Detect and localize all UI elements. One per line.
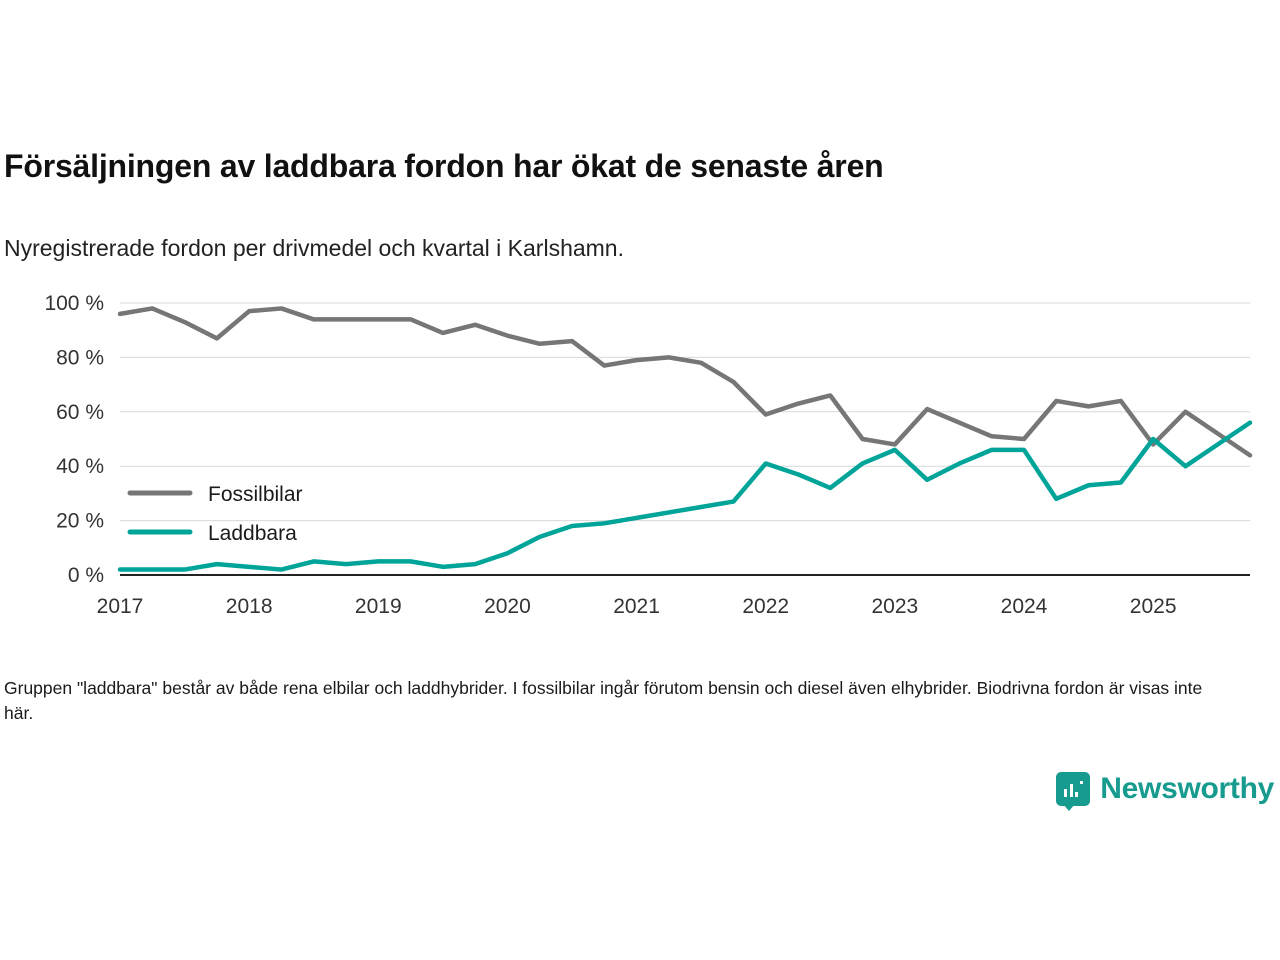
- page-title: Försäljningen av laddbara fordon har ökat de senaste åren: [4, 148, 884, 184]
- x-axis-tick-label: 2023: [871, 595, 919, 618]
- y-axis-tick-label: 60 %: [56, 400, 104, 424]
- chart-svg: [0, 285, 1280, 630]
- x-axis-tick-label: 2021: [613, 595, 660, 618]
- x-axis-tick-label: 2025: [1129, 595, 1177, 618]
- x-axis-tick-label: 2020: [484, 595, 531, 618]
- y-axis-tick-label: 80 %: [56, 346, 104, 370]
- y-axis-tick-label: 0 %: [67, 564, 104, 587]
- bar-chart-icon: [1064, 781, 1078, 797]
- legend-label: Laddbara: [208, 522, 297, 545]
- chart-footnote: Gruppen "laddbara" består av både rena elbilar och laddhybrider. I fossilbilar ingår förutom bensin och diesel även elhybrider. Biodrivna fordon är visas inte här.: [4, 678, 1203, 724]
- brand-name: Newsworthy: [1100, 772, 1274, 805]
- line-chart: [0, 285, 1280, 630]
- x-axis-tick-label: 2018: [225, 595, 273, 618]
- page-subtitle: Nyregistrerade fordon per drivmedel och kvartal i Karlshamn.: [4, 235, 624, 261]
- x-axis-tick-label: 2017: [96, 595, 144, 618]
- series-line-fossilbilar: [120, 308, 1250, 455]
- y-axis-tick-label: 40 %: [56, 455, 104, 479]
- dot-icon: [1080, 781, 1083, 784]
- newsworthy-icon: [1056, 772, 1090, 806]
- brand-logo: [1056, 772, 1274, 806]
- y-axis-tick-label: 20 %: [56, 509, 104, 533]
- x-axis-tick-label: 2024: [1000, 595, 1048, 618]
- legend-label: Fossilbilar: [208, 483, 303, 506]
- y-axis-tick-label: 100 %: [44, 292, 104, 315]
- x-axis-tick-label: 2019: [354, 595, 402, 618]
- x-axis-tick-label: 2022: [742, 595, 790, 618]
